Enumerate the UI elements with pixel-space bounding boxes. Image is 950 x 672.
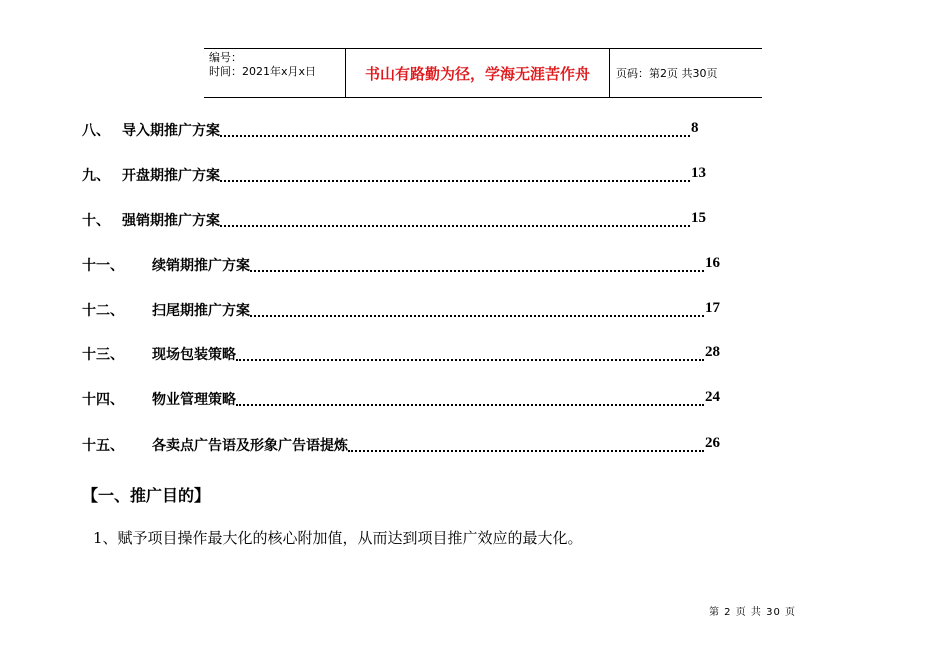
toc-entry-page: 24 [705,389,720,405]
toc-leader-dots [220,127,690,137]
toc-leader-dots [236,396,704,406]
toc-entry-page: 13 [691,165,706,181]
toc-leader-dots [250,262,704,272]
toc-leader-dots [250,307,704,317]
toc-entry-number: 十四、 [82,392,124,408]
toc-leader-dots [236,351,704,361]
toc-entry-number: 十、 [82,213,110,229]
toc-entry-title: 导入期推广方案 [122,123,220,139]
toc-entry-number: 十二、 [82,303,124,319]
toc-entry[interactable] [82,165,722,187]
toc-entry-page: 8 [691,120,699,136]
header-page-info: 页码：第2页 共30页 [616,67,718,80]
toc-leader-dots [220,217,690,227]
toc-entry-number: 八、 [82,123,110,139]
toc-entry[interactable] [82,389,722,411]
toc-entry-title: 各卖点广告语及形象广告语提炼 [152,438,348,454]
toc-entry[interactable] [82,300,722,322]
document-number-label: 编号： [209,51,242,64]
toc-entry-number: 十五、 [82,438,124,454]
header-meta-cell [204,49,346,97]
toc-entry[interactable] [82,255,722,277]
toc-entry-title: 开盘期推广方案 [122,168,220,184]
toc-entry[interactable] [82,344,722,366]
toc-entry-title: 现场包装策略 [152,347,236,363]
toc-entry-number: 十一、 [82,258,124,274]
toc-entry-title: 扫尾期推广方案 [152,303,250,319]
footer-page-number: 第 2 页 共 30 页 [709,607,796,618]
section-heading: 【一、推广目的】 [82,486,211,505]
toc-entry-title: 强销期推广方案 [122,213,220,229]
body-paragraph: 1、赋予项目操作最大化的核心附加值，从而达到项目推广效应的最大化。 [93,529,583,547]
toc-entry-page: 26 [705,435,720,451]
toc-entry-title: 续销期推广方案 [152,258,250,274]
document-time-label: 时间：2021年x月x日 [209,65,317,78]
toc-entry[interactable] [82,120,722,142]
toc-entry-page: 17 [705,300,720,316]
toc-entry-page: 15 [691,210,706,226]
toc-entry-page: 16 [705,255,720,271]
header-motto: 书山有路勤为径，学海无涯苦作舟 [346,49,610,97]
toc-leader-dots [220,172,690,182]
toc-leader-dots [348,442,704,452]
toc-entry-number: 九、 [82,168,110,184]
toc-entry-page: 28 [705,344,720,360]
toc-entry[interactable] [82,210,722,232]
toc-entry[interactable] [82,435,722,457]
toc-entry-number: 十三、 [82,347,124,363]
page-header [204,48,762,98]
toc-entry-title: 物业管理策略 [152,392,236,408]
